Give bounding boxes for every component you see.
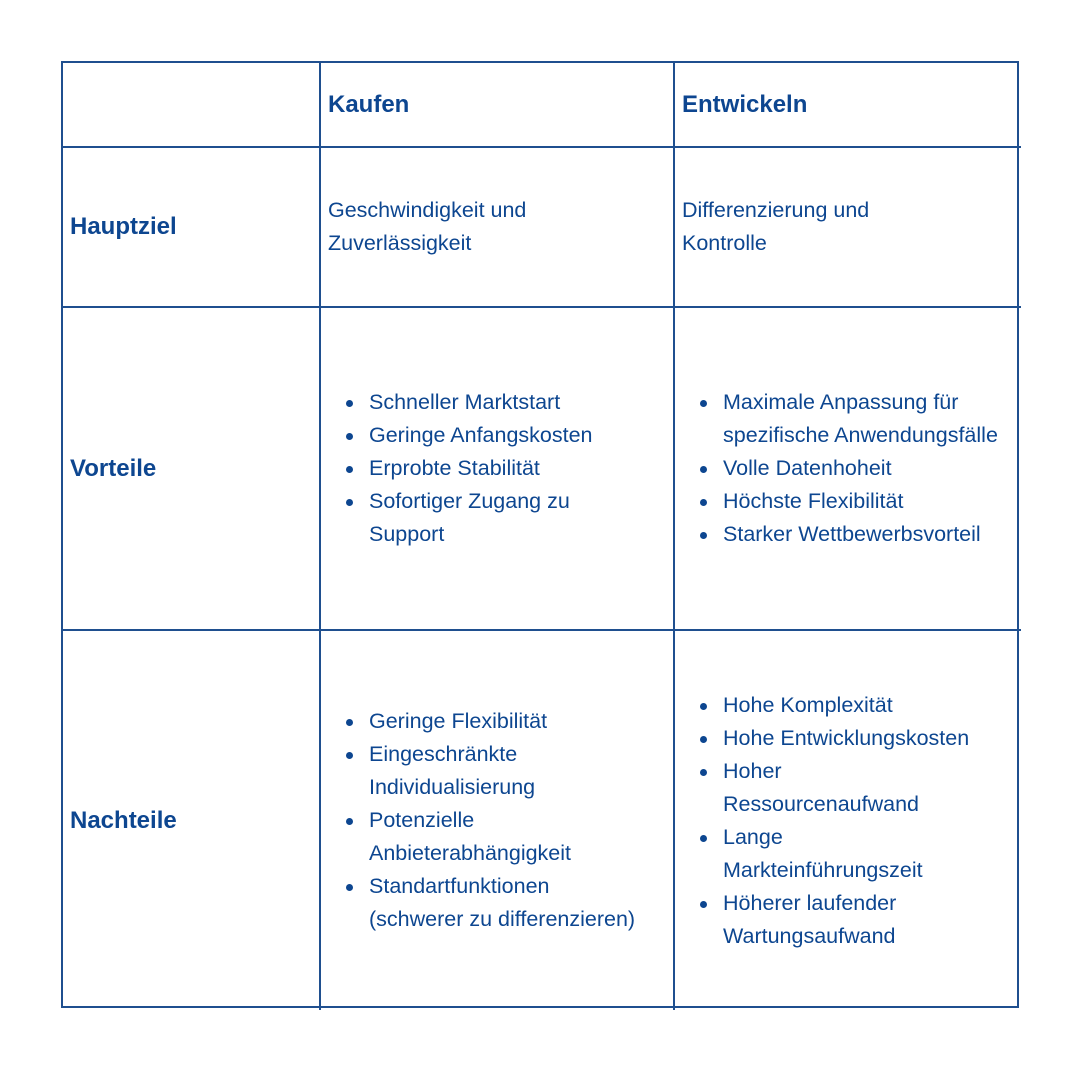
nachteile-entwickeln-list [682, 689, 973, 953]
list-item: Standartfunktionen (schwerer zu differenzieren) [369, 870, 644, 936]
row-label-nachteile: Nachteile [63, 631, 321, 1010]
header-empty-cell [63, 63, 321, 148]
list-item: Volle Datenhoheit [723, 452, 1008, 485]
header-entwickeln: Entwickeln [675, 63, 1021, 148]
vorteile-kaufen [321, 308, 675, 631]
header-kaufen: Kaufen [321, 63, 675, 148]
hauptziel-kaufen-text: Geschwindigkeit und Zuverlässigkeit [328, 198, 527, 255]
list-item: Lange Markteinführungszeit [723, 821, 973, 887]
list-item: Hohe Komplexität [723, 689, 973, 722]
vorteile-entwickeln [675, 308, 1021, 631]
list-item: Höherer laufender Wartungsaufwand [723, 887, 973, 953]
list-item: Maximale Anpassung für spezifische Anwendungsfälle [723, 386, 1008, 452]
list-item: Eingeschränkte Individualisierung [369, 738, 644, 804]
hauptziel-entwickeln-text: Differenzierung und Kontrolle [682, 198, 870, 255]
list-item: Sofortiger Zugang zu Support [369, 485, 644, 551]
list-item: Hohe Entwicklungskosten [723, 722, 973, 755]
nachteile-kaufen-list [328, 705, 644, 936]
nachteile-kaufen [321, 631, 675, 1010]
list-item: Geringe Flexibilität [369, 705, 644, 738]
comparison-table [61, 61, 1019, 1008]
list-item: Hoher Ressourcenaufwand [723, 755, 973, 821]
vorteile-kaufen-list [328, 386, 644, 551]
hauptziel-kaufen [321, 148, 675, 308]
row-label-vorteile: Vorteile [63, 308, 321, 631]
list-item: Höchste Flexibilität [723, 485, 1008, 518]
list-item: Starker Wettbewerbsvorteil [723, 518, 1008, 551]
hauptziel-entwickeln [675, 148, 1021, 308]
list-item: Schneller Marktstart [369, 386, 644, 419]
list-item: Potenzielle Anbieterabhängigkeit [369, 804, 644, 870]
list-item: Erprobte Stabilität [369, 452, 644, 485]
list-item: Geringe Anfangskosten [369, 419, 644, 452]
vorteile-entwickeln-list [682, 386, 1008, 551]
nachteile-entwickeln [675, 631, 1021, 1010]
row-label-hauptziel: Hauptziel [63, 148, 321, 308]
